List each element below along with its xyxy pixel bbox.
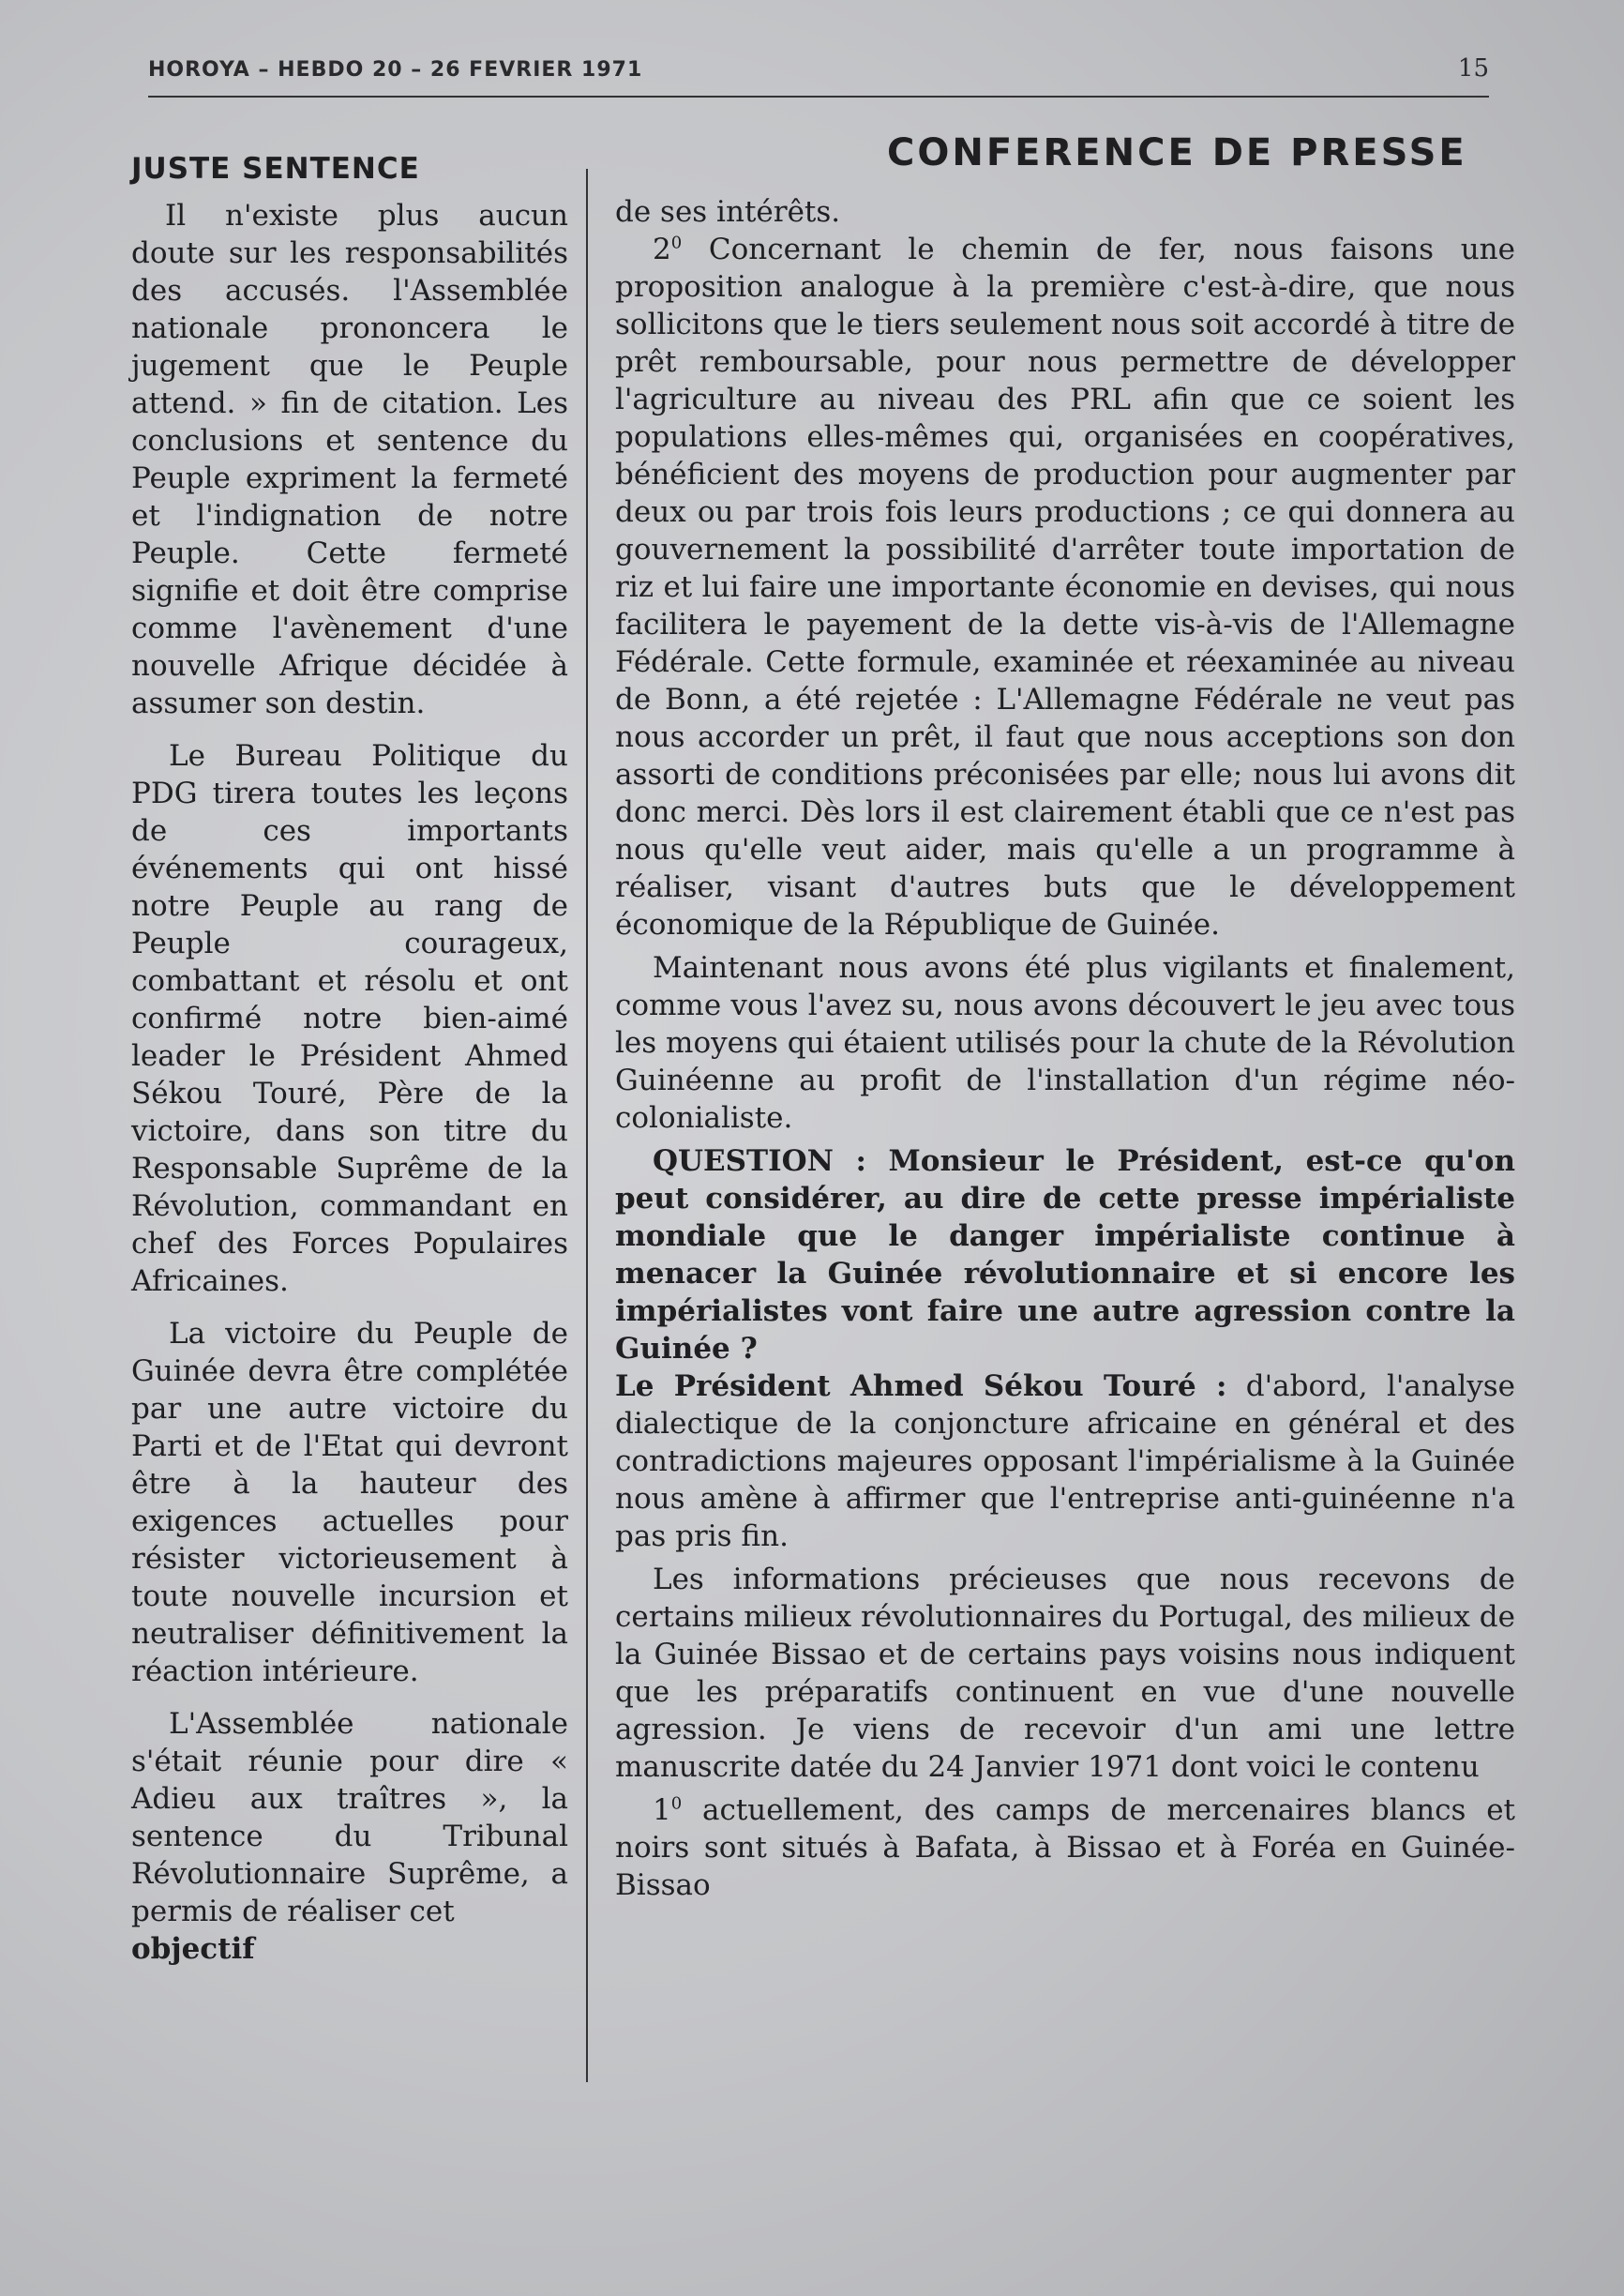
column-divider (586, 169, 588, 2082)
left-paragraph-2: Le Bureau Politique du PDG tirera toutes les leçons de ces importants événements qui ont hissé notre Peuple au rang de Peuple courageux, combattant et résolu et ont confirmé notre bien-aimé leader le Président Ahmed Sékou Touré, Père de la victoire, dans son titre du Responsable Suprême de la Révolution, commandant en chef des Forces Populaires Africaines. (131, 739, 568, 1298)
juste-sentence-title: JUSTE SENTENCE (131, 152, 420, 186)
maintenant-paragraph: Maintenant nous avons été plus vigilants et finalement, comme vous l'avez su, nous avons découvert le jeu avec tous les moyens qui étaient utilisés pour la chute de la Révolution Guinéenne au profit de l'installation d'un régime néo-colonialiste. (615, 951, 1515, 1135)
left-paragraph-4-last-word: objectif (131, 1932, 255, 1966)
left-column (131, 150, 568, 1968)
answer-text: d'abord, l'analyse dialectique de la conjoncture africaine en général et des contradictions majeures opposant l'impérialisme à la Guinée nous amène à affirmer que l'entreprise anti-guinéenne n'a pas pris fin. (615, 1369, 1515, 1553)
page-number: 15 (1457, 54, 1489, 83)
point-1-number: 1 (653, 1793, 671, 1827)
question-paragraph: QUESTION : Monsieur le Président, est-ce qu'on peut considérer, au dire de cette presse impérialiste mondiale que le danger impérialiste continue à menacer la Guinée révolutionnaire et si encore les impérialistes vont faire une autre agression contre la Guinée ? (615, 1144, 1515, 1366)
point-1-superscript: 0 (670, 1793, 683, 1814)
publication-dateline: HOROYA – HEBDO 20 – 26 FEVRIER 1971 (148, 58, 643, 82)
point-1-paragraph (615, 1791, 1515, 1904)
left-paragraph-4 (131, 1705, 568, 1968)
left-paragraph-1: Il n'existe plus aucun doute sur les responsabilités des accusés. l'Assemblée nationale prononcera le jugement que le Peuple attend. » fin de citation. Les conclusions et sentence du Peuple expriment la fermeté et l'indignation de notre Peuple. Cette fermeté signifie et doit être comprise comme l'avènement d'une nouvelle Afrique décidée à assumer son destin. (131, 199, 568, 720)
answer-speaker: Le Président Ahmed Sékou Touré : (615, 1369, 1227, 1403)
running-head (148, 54, 1489, 98)
informations-paragraph: Les informations précieuses que nous recevons de certains milieux révolutionnaires du Portugal, des milieux de la Guinée Bissao et de certains pays voisins nous indiquent que les préparatifs continuent en vue d'une nouvelle agression. Je viens de recevoir d'un ami une lettre manuscrite datée du 24 Janvier 1971 dont voici le contenu (615, 1563, 1515, 1784)
left-paragraph-4-text: L'Assemblée nationale s'était réunie pour dire « Adieu aux traîtres », la sentence du Tribunal Révolutionnaire Suprême, a permis de réaliser cet (131, 1707, 568, 1928)
continuation-text: de ses intérêts. (615, 195, 841, 229)
right-column (615, 129, 1515, 1904)
point-2-paragraph (615, 231, 1515, 944)
point-2-text: Concernant le chemin de fer, nous faisons une proposition analogue à la première c'est-à-dire, que nous sollicitons que le tiers seulement nous soit accordé à titre de prêt remboursable, pour nous permettre de développer l'agriculture au niveau des PRL afin que ce soient les populations elles-mêmes qui, organisées en coopératives, bénéficient des moyens de production pour augmenter par deux ou par trois fois leurs productions ; ce qui donnera au gouvernement la possibilité d'arrêter toute importation de riz et lui faire une importante économie en devises, qui nous facilitera le payement de la dette vis-à-vis de l'Allemagne Fédérale. Cette formule, examinée et réexaminée au niveau de Bonn, a été rejetée : L'Allemagne Fédérale ne veut pas nous accorder un prêt, il faut que nous acceptions son don assorti de conditions préconisées par elle; nous lui avons dit donc merci. Dès lors il est clairement établi que ce n'est pas nous qu'elle veut aider, mais qu'elle a un programme à réaliser, visant d'autres buts que le développement économique de la République de Guinée. (615, 233, 1515, 942)
point-2-superscript: 0 (670, 233, 683, 253)
conference-de-presse-title: CONFERENCE DE PRESSE (887, 131, 1467, 174)
point-2-number: 2 (653, 233, 671, 266)
point-1-text: actuellement, des camps de mercenaires blancs et noirs sont situés à Bafata, à Bissao et à Foréa en Guinée-Bissao (615, 1793, 1515, 1902)
left-paragraph-3: La victoire du Peuple de Guinée devra être complétée par une autre victoire du Parti et de l'Etat qui devront être à la hauteur des exigences actuelles pour résister victorieusement à toute nouvelle incursion et neutraliser définitivement la réaction intérieure. (131, 1317, 568, 1688)
answer-paragraph (615, 1367, 1515, 1555)
